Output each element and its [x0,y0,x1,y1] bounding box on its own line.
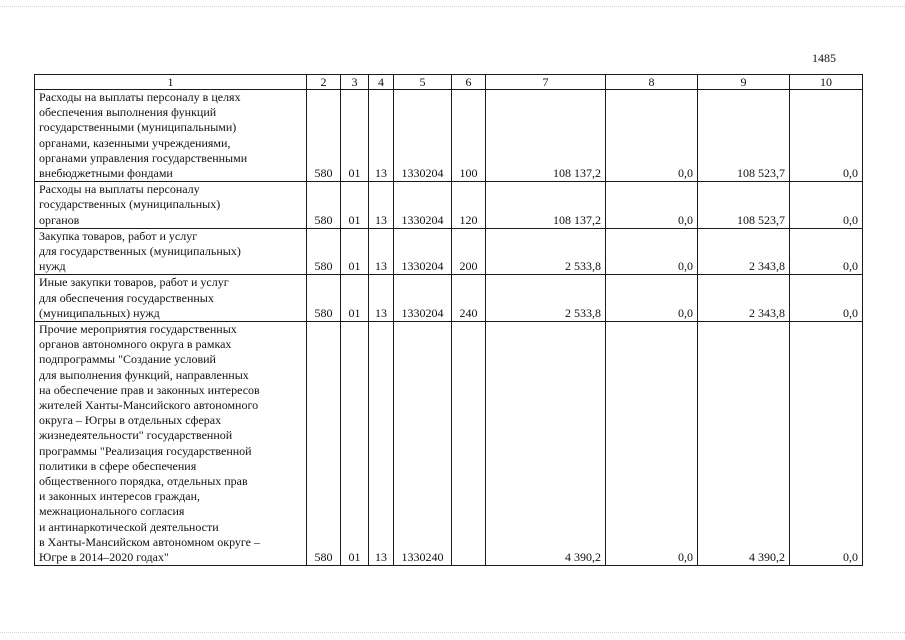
cell-section: 01 [341,322,369,566]
cell-amount-col10: 0,0 [790,90,863,182]
budget-table [34,74,863,566]
table-row [35,90,863,182]
cell-amount-col8: 0,0 [606,228,698,275]
cell-amount-col9: 108 523,7 [698,182,790,229]
column-header: 6 [452,75,486,90]
cell-target-article: 1330204 [394,182,452,229]
cell-amount-col10: 0,0 [790,228,863,275]
table-row [35,275,863,322]
cell-amount-col9: 108 523,7 [698,90,790,182]
cell-target-article: 1330204 [394,228,452,275]
cell-amount-col9: 4 390,2 [698,322,790,566]
cell-amount-col9: 2 343,8 [698,228,790,275]
cell-amount-col8: 0,0 [606,90,698,182]
cell-amount-col10: 0,0 [790,322,863,566]
cell-ministry-code: 580 [307,275,341,322]
row-description: Иные закупки товаров, работ и услуг для обеспечения государственных (муниципальных) нужд [35,275,307,322]
row-description: Закупка товаров, работ и услуг для государственных (муниципальных) нужд [35,228,307,275]
cell-amount-col8: 0,0 [606,182,698,229]
cell-amount-col7: 2 533,8 [486,275,606,322]
page-number: 1485 [812,51,836,65]
column-header: 1 [35,75,307,90]
table-row [35,182,863,229]
cell-ministry-code: 580 [307,322,341,566]
cell-expense-type: 120 [452,182,486,229]
column-header: 7 [486,75,606,90]
row-description: Расходы на выплаты персоналу в целях обеспечения выполнения функций государственными (муниципальными) органами, казенными учреждениями, органами управления государственными внебюджетными фондами [35,90,307,182]
cell-amount-col8: 0,0 [606,322,698,566]
cell-section: 01 [341,90,369,182]
cell-expense-type: 200 [452,228,486,275]
cell-expense-type [452,322,486,566]
cell-amount-col7: 2 533,8 [486,228,606,275]
cell-ministry-code: 580 [307,90,341,182]
column-header: 5 [394,75,452,90]
scan-edge-top [0,6,905,11]
cell-subsection: 13 [369,322,394,566]
cell-amount-col9: 2 343,8 [698,275,790,322]
column-header: 8 [606,75,698,90]
cell-amount-col8: 0,0 [606,275,698,322]
cell-section: 01 [341,182,369,229]
cell-amount-col7: 108 137,2 [486,90,606,182]
cell-subsection: 13 [369,228,394,275]
cell-target-article: 1330240 [394,322,452,566]
column-header: 9 [698,75,790,90]
cell-amount-col7: 108 137,2 [486,182,606,229]
scan-edge-bottom [0,632,905,637]
cell-section: 01 [341,228,369,275]
cell-ministry-code: 580 [307,182,341,229]
cell-target-article: 1330204 [394,275,452,322]
cell-subsection: 13 [369,182,394,229]
cell-amount-col10: 0,0 [790,275,863,322]
cell-amount-col10: 0,0 [790,182,863,229]
cell-subsection: 13 [369,90,394,182]
row-description: Прочие мероприятия государственных органов автономного округа в рамках подпрограммы "Создание условий для выполнения функций, направленных на обеспечение прав и законных интересов жителей Ханты-Мансийского автономного округа – Югры в отдельных сферах жизнедеятельности" государственной программы "Реализация государственной политики в сфере обеспечения общественного порядка, отдельных прав и законных интересов граждан, межнационального согласия и антинаркотической деятельности в Ханты-Мансийском автономном округе – Югре в 2014–2020 годах" [35,322,307,566]
column-header: 3 [341,75,369,90]
cell-expense-type: 240 [452,275,486,322]
table-header-row [35,75,863,90]
cell-expense-type: 100 [452,90,486,182]
cell-ministry-code: 580 [307,228,341,275]
table-row [35,322,863,566]
cell-target-article: 1330204 [394,90,452,182]
cell-section: 01 [341,275,369,322]
cell-amount-col7: 4 390,2 [486,322,606,566]
column-header: 4 [369,75,394,90]
cell-subsection: 13 [369,275,394,322]
table-row [35,228,863,275]
row-description: Расходы на выплаты персоналу государственных (муниципальных) органов [35,182,307,229]
column-header: 10 [790,75,863,90]
column-header: 2 [307,75,341,90]
